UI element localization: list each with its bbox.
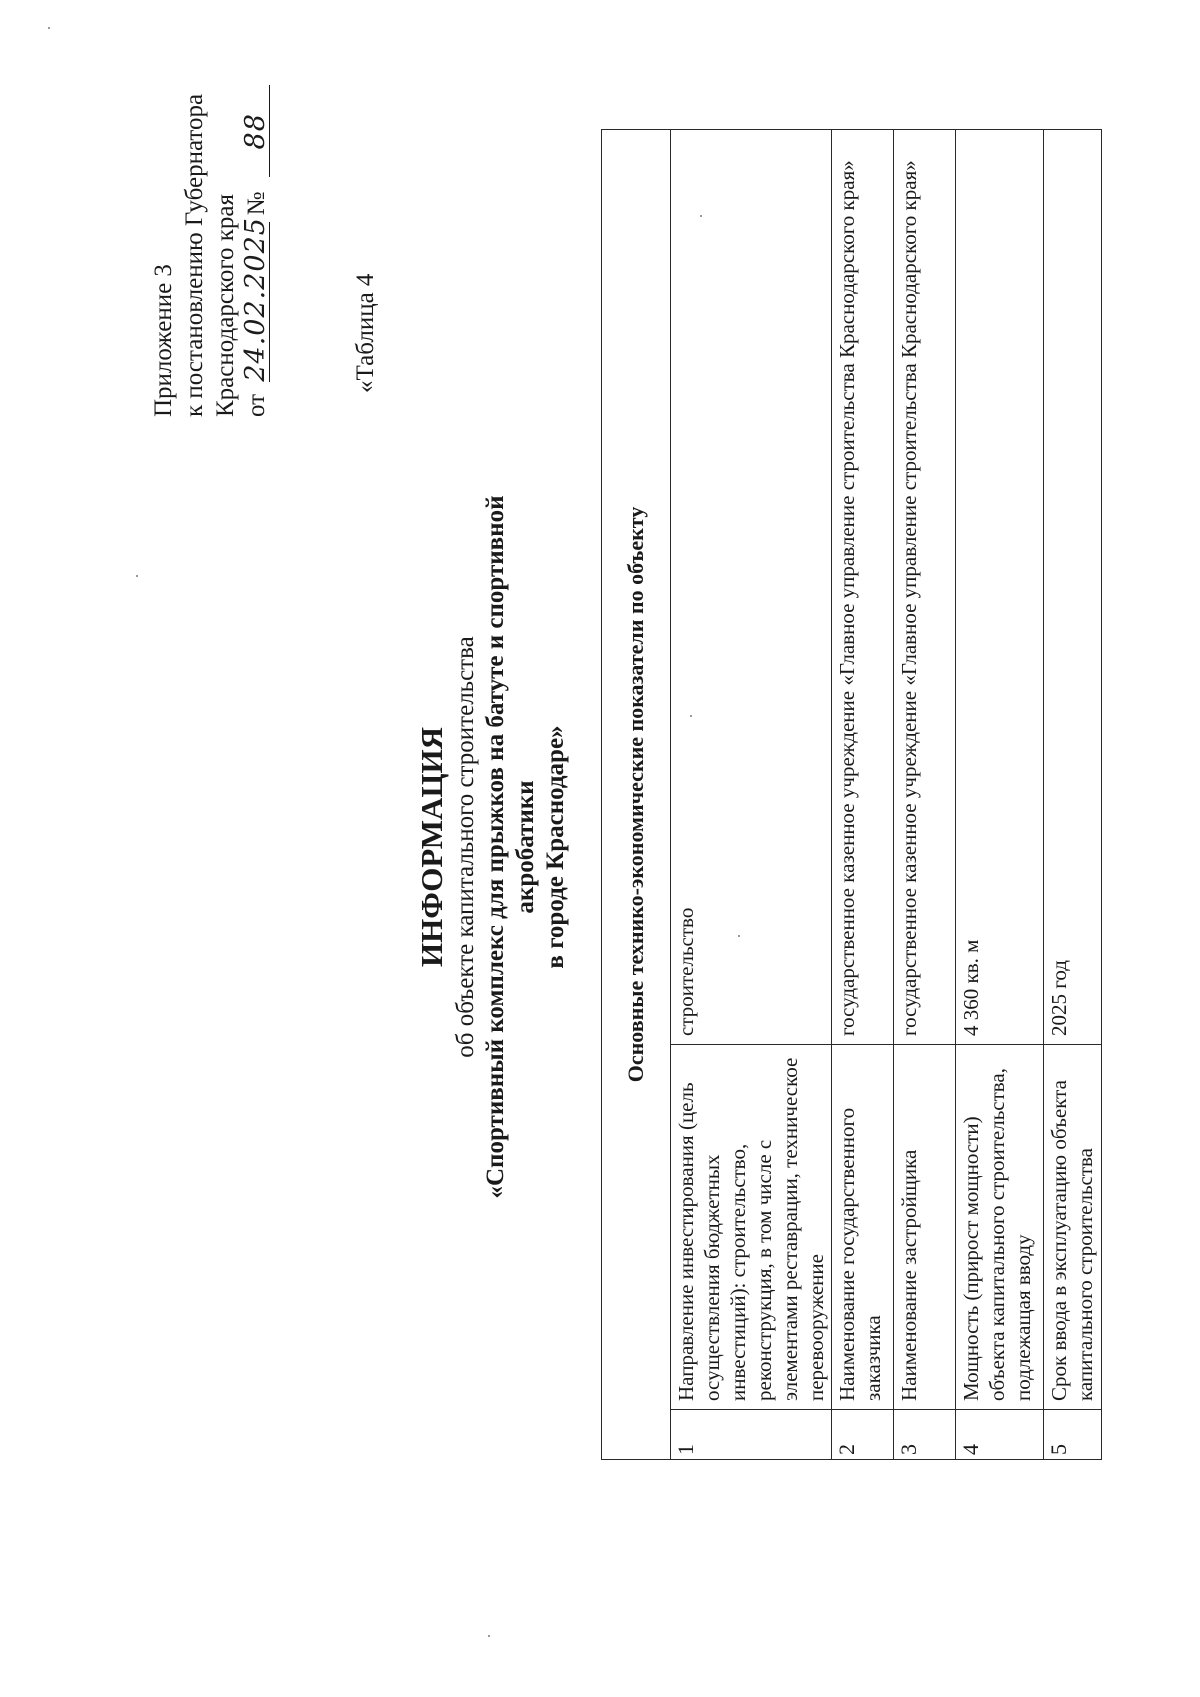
scan-speck [48, 27, 50, 29]
table-header-row [602, 129, 671, 1459]
annex-date-line [241, 85, 272, 417]
row-value: государственное казенное учреждение «Главное управление строительства Краснодарского края» [832, 129, 894, 1044]
annex-block [148, 85, 272, 417]
from-prefix: от [243, 393, 270, 417]
row-number: 5 [1044, 1410, 1102, 1460]
document-title: ИНФОРМАЦИЯ [414, 727, 449, 967]
number-label: № [243, 191, 270, 216]
row-label: Наименование государственного заказчика [832, 1045, 894, 1410]
row-number: 3 [894, 1410, 956, 1460]
handwritten-number: 88 [243, 85, 270, 177]
row-value: строительство [671, 129, 832, 1044]
row-label: Срок ввода в эксплуатацию объекта капитального строительства [1044, 1045, 1102, 1410]
annex-line: Краснодарского края [212, 194, 239, 417]
indicators-table [601, 129, 1102, 1460]
row-label: Наименование застройщика [894, 1045, 956, 1410]
row-number: 1 [671, 1410, 832, 1460]
table-header: Основные технико-экономические показатели по объекту [602, 129, 671, 1459]
scan-speck [488, 1635, 490, 1637]
table-row [894, 129, 956, 1459]
object-city: в городе Краснодаре» [542, 725, 569, 969]
row-label: Мощность (прирост мощности) объекта капитального строительства, подлежащая вводу [956, 1045, 1044, 1410]
handwritten-date: 24.02.2025 [240, 217, 271, 382]
document-heading [413, 467, 571, 1227]
table-row [671, 129, 832, 1459]
row-number: 4 [956, 1410, 1044, 1460]
document-subtitle: об объекте капитального строительства [452, 636, 479, 1058]
row-value: государственное казенное учреждение «Главное управление строительства Краснодарского края» [894, 129, 956, 1044]
table-row [956, 129, 1044, 1459]
table-reference: «Таблица 4 [352, 273, 379, 393]
row-value: 4 360 кв. м [956, 129, 1044, 1044]
object-name: «Спортивный комплекс для прыжков на батуте и спортивной акробатики [482, 495, 539, 1199]
row-label: Направление инвестирования (цель осуществления бюджетных инвестиций): строительство, реконструкция, в том числе с элементами реставрации, техническое перевооружение [671, 1045, 832, 1410]
row-value: 2025 год [1044, 129, 1102, 1044]
annex-line: Приложение 3 [150, 264, 177, 417]
annex-line: к постановлению Губернатора [181, 93, 208, 417]
table-row [832, 129, 894, 1459]
table-row [1044, 129, 1102, 1459]
row-number: 2 [832, 1410, 894, 1460]
scan-speck [136, 575, 138, 577]
